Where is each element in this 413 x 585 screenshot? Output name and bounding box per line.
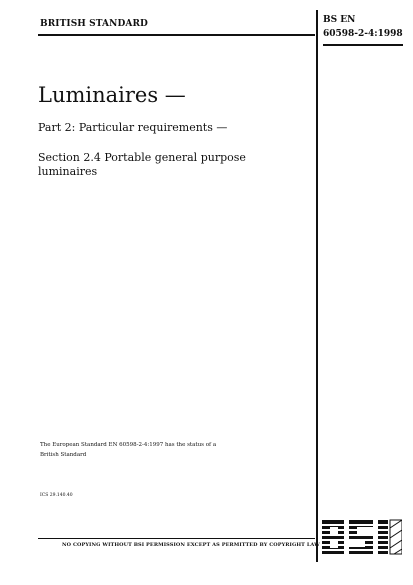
status-line1: The European Standard EN 60598-2-4:1997 has the status of a <box>40 442 217 448</box>
status-line2: British Standard <box>40 452 87 458</box>
document-title: Luminaires — <box>38 83 186 107</box>
standard-number-line2: 60598-2-4:1998 <box>323 29 403 39</box>
section-heading-line2: luminaires <box>38 165 98 178</box>
section-heading-line1: Section 2.4 Portable general purpose <box>38 151 246 164</box>
footer-rule <box>38 538 315 539</box>
bsi-logo-graphic <box>322 518 402 556</box>
status-statement <box>40 440 280 460</box>
section-heading <box>38 151 298 179</box>
standard-number <box>323 13 403 41</box>
bsi-logo <box>322 518 402 556</box>
header-rule-right <box>323 44 403 46</box>
vertical-divider <box>316 10 318 562</box>
copyright-notice: NO COPYING WITHOUT BSI PERMISSION EXCEPT AS PERMITTED BY COPYRIGHT LAW <box>62 542 320 548</box>
header-rule <box>38 34 315 36</box>
standard-number-line1: BS EN <box>323 15 356 25</box>
header-label: BRITISH STANDARD <box>40 19 148 29</box>
part-heading: Part 2: Particular requirements — <box>38 121 228 134</box>
ics-code: ICS 29.140.40 <box>40 493 73 498</box>
